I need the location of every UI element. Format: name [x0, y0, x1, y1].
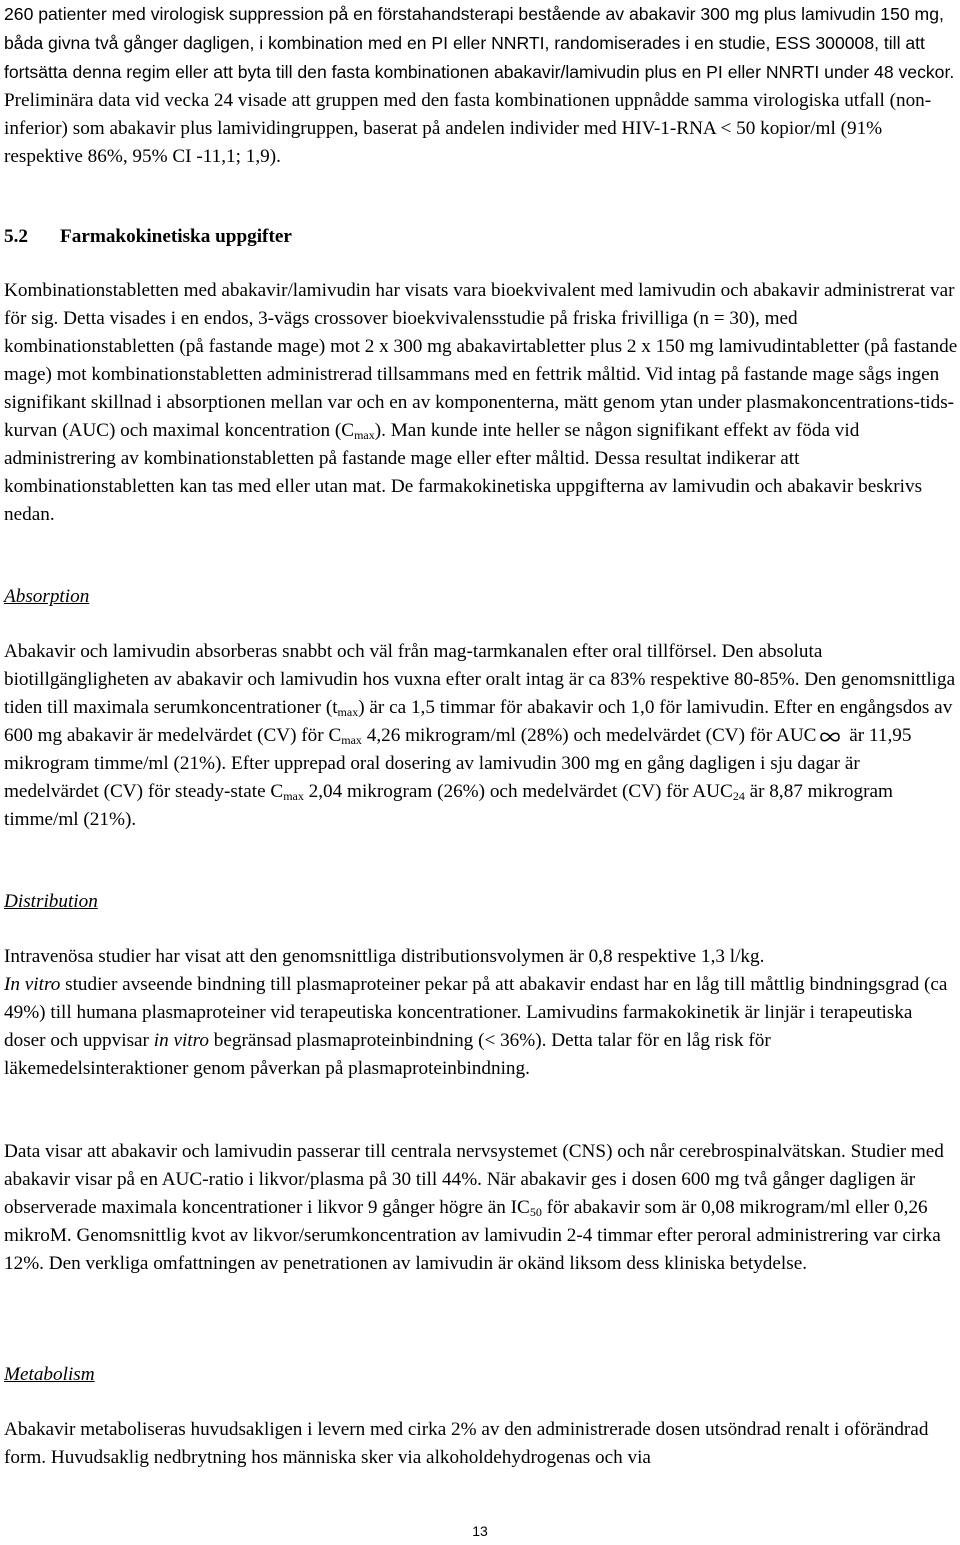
- in-vitro-term: In vitro: [4, 974, 61, 995]
- absorption-heading: Absorption: [4, 586, 90, 607]
- distribution-text-part5: för abakavir som är 0,08 mikrogram/ml eller 0,26 mikroM. Genomsnittlig kvot av likvor/serumkoncentration av lamivudin 2-4 timmar efter peroral administrering var cirka 12%. Den verkliga omfattningen av penetrationen av lamivudin är okänd liksom dess kliniska betydelse.: [4, 1197, 941, 1274]
- study-text-part4: ) som abakavir plus lamividingruppen, baserat på andelen individer med HIV-1-RNA < 50 kopior/ml (91% respektive 86%, 95% CI -11,1; 1,9).: [4, 118, 883, 167]
- section-heading: [4, 223, 958, 251]
- absorption-text-part2: ) är ca 1,5 timmar för abakavir och 1,0 för lamivudin. Efter en engångsdos av 600 mg abakavir är medelvärdet (CV) för C: [4, 697, 953, 746]
- study-paragraph: [4, 0, 958, 171]
- ic50-subscript: 50: [529, 1205, 542, 1219]
- bioequivalence-text-part4: bioekvivalensstudie på friska frivilliga (n = 30), med kombinationstabletten (på fastande mage) mot 2 x 300 mg abakavirtabletter plus 2 x 150 mg lamivudintabletter (på fastande mage) mot kombinationstabletten administrerad tillsammans med en fettrik måltid. Vid intag på fastande mage sågs ingen signifikant skillnad i absorptionen mellan var och en av komponenterna, mätt genom ytan under plasmakoncentrations-tids-kurvan (AUC) och maximal koncentration (C: [4, 308, 958, 441]
- metabolism-paragraph: Abakavir metaboliseras huvudsakligen i levern med cirka 2% av den administrerade dosen utsöndrad renalt i oförändrad form. Huvudsaklig nedbrytning hos människa sker via alkoholdehydrogenas och via: [4, 1419, 929, 1468]
- distribution-text-part4: Data visar att abakavir och lamivudin passerar till centrala nervsystemet (CNS) och når cerebrospinalvätskan. Studier med abakavir visar på en AUC-ratio i likvor/plasma på 30 till 44%. När abakavir ges i dosen 600 mg två gånger dagligen är observerade maximala koncentrationer i likvor 9 gånger högre än IC: [4, 1141, 944, 1218]
- tmax-subscript: max: [337, 705, 359, 719]
- distribution-paragraph-2: [4, 1138, 958, 1278]
- distribution-paragraph-1: [4, 943, 958, 1083]
- distribution-heading: Distribution: [4, 891, 98, 912]
- study-text-part1: 260 patienter med virologisk suppression på en förstahandsterapi bestående av abakavir 300 mg plus lamivudin 150 mg, båda givna två gånger dagligen, i kombination med en PI eller NNRTI, randomiserades i en studie, ESS 300008, till att fortsätta denna regim eller att byta till den fasta kombinationen abakavir/lamivudin plus en PI eller NNRTI under 48 veckor.: [4, 4, 955, 82]
- section-number: 5.2: [4, 226, 28, 247]
- absorption-text-part4: är 11,95 mikrogram timme/ml (21%). Efter upprepad oral dosering av lamivudin 300 mg en gång dagligen i sju dagar är medelvärdet (CV) för steady-state C: [4, 725, 912, 802]
- cmax-subscript: max: [283, 789, 304, 803]
- bioequivalence-text-part5: ). Man kunde inte heller se någon signifikant effekt av föda vid administrering av kombinationstabletten på fastande mage eller efter måltid. Dessa resultat indikerar att kombinationstabletten kan tas med eller utan mat. De farmakokinetiska uppgifterna av lamivudin och abakavir beskrivs nedan.: [4, 420, 923, 525]
- absorption-text-part1: Abakavir och lamivudin absorberas snabbt och väl från mag-tarmkanalen efter oral tillförsel. Den absoluta biotillgängligheten av abakavir och lamivudin hos vuxna efter oralt intag är ca 83% respektive 80-85%. Den genomsnittliga tiden till maximala serumkoncentrationer (t: [4, 641, 956, 718]
- distribution-text-part3: begränsad plasmaproteinbindning (< 36%). Detta talar för en låg risk för läkemedelsinteraktioner genom påverkan på plasmaproteinbindning.: [4, 1030, 771, 1079]
- cmax-subscript: max: [341, 733, 362, 747]
- page-number: 13: [472, 1523, 488, 1539]
- auc24-subscript: 24: [732, 789, 745, 803]
- absorption-text-part6: är 8,87 mikrogram timme/ml (21%).: [4, 781, 893, 830]
- in-vitro-term: in vitro: [153, 1030, 209, 1051]
- study-text-part3: non-inferior: [4, 90, 932, 139]
- distribution-text-part1: Intravenösa studier har visat att den genomsnittliga distributionsvolymen är 0,8 respektive 1,3 l/kg.: [4, 946, 765, 967]
- bioequivalence-text-part1: Kombinationstabletten med abakavir/lamivudin har visats vara bioekvivalent med lamivudin och abakavir administrerat var för sig.: [4, 280, 955, 329]
- absorption-paragraph: [4, 638, 958, 834]
- infinity-symbol: [816, 729, 844, 745]
- bioequivalence-text-part2: Detta visades i en endos, 3-vägs: [63, 308, 315, 329]
- cmax-subscript: max: [354, 428, 375, 442]
- metabolism-heading: Metabolism: [4, 1364, 95, 1385]
- absorption-text-part5: 2,04 mikrogram (26%) och medelvärdet (CV) för AUC: [303, 781, 733, 802]
- section-title: Farmakokinetiska uppgifter: [60, 226, 292, 247]
- bioequivalence-paragraph: [4, 277, 958, 529]
- study-text-part2: Preliminära data vid vecka 24 visade att gruppen med den fasta kombinationen uppnådde samma virologiska utfall (: [4, 90, 896, 111]
- distribution-text-part2: studier avseende bindning till plasmaproteiner pekar på att abakavir endast har en låg till måttlig bindningsgrad (ca 49%) till humana plasmaproteiner vid terapeutiska koncentrationer. Lamivudins farmakokinetik är linjär i terapeutiska doser och uppvisar: [4, 974, 948, 1051]
- absorption-text-part3: 4,26 mikrogram/ml (28%) och medelvärdet (CV) för AUC: [361, 725, 817, 746]
- bioequivalence-text-part3: crossover: [314, 308, 388, 329]
